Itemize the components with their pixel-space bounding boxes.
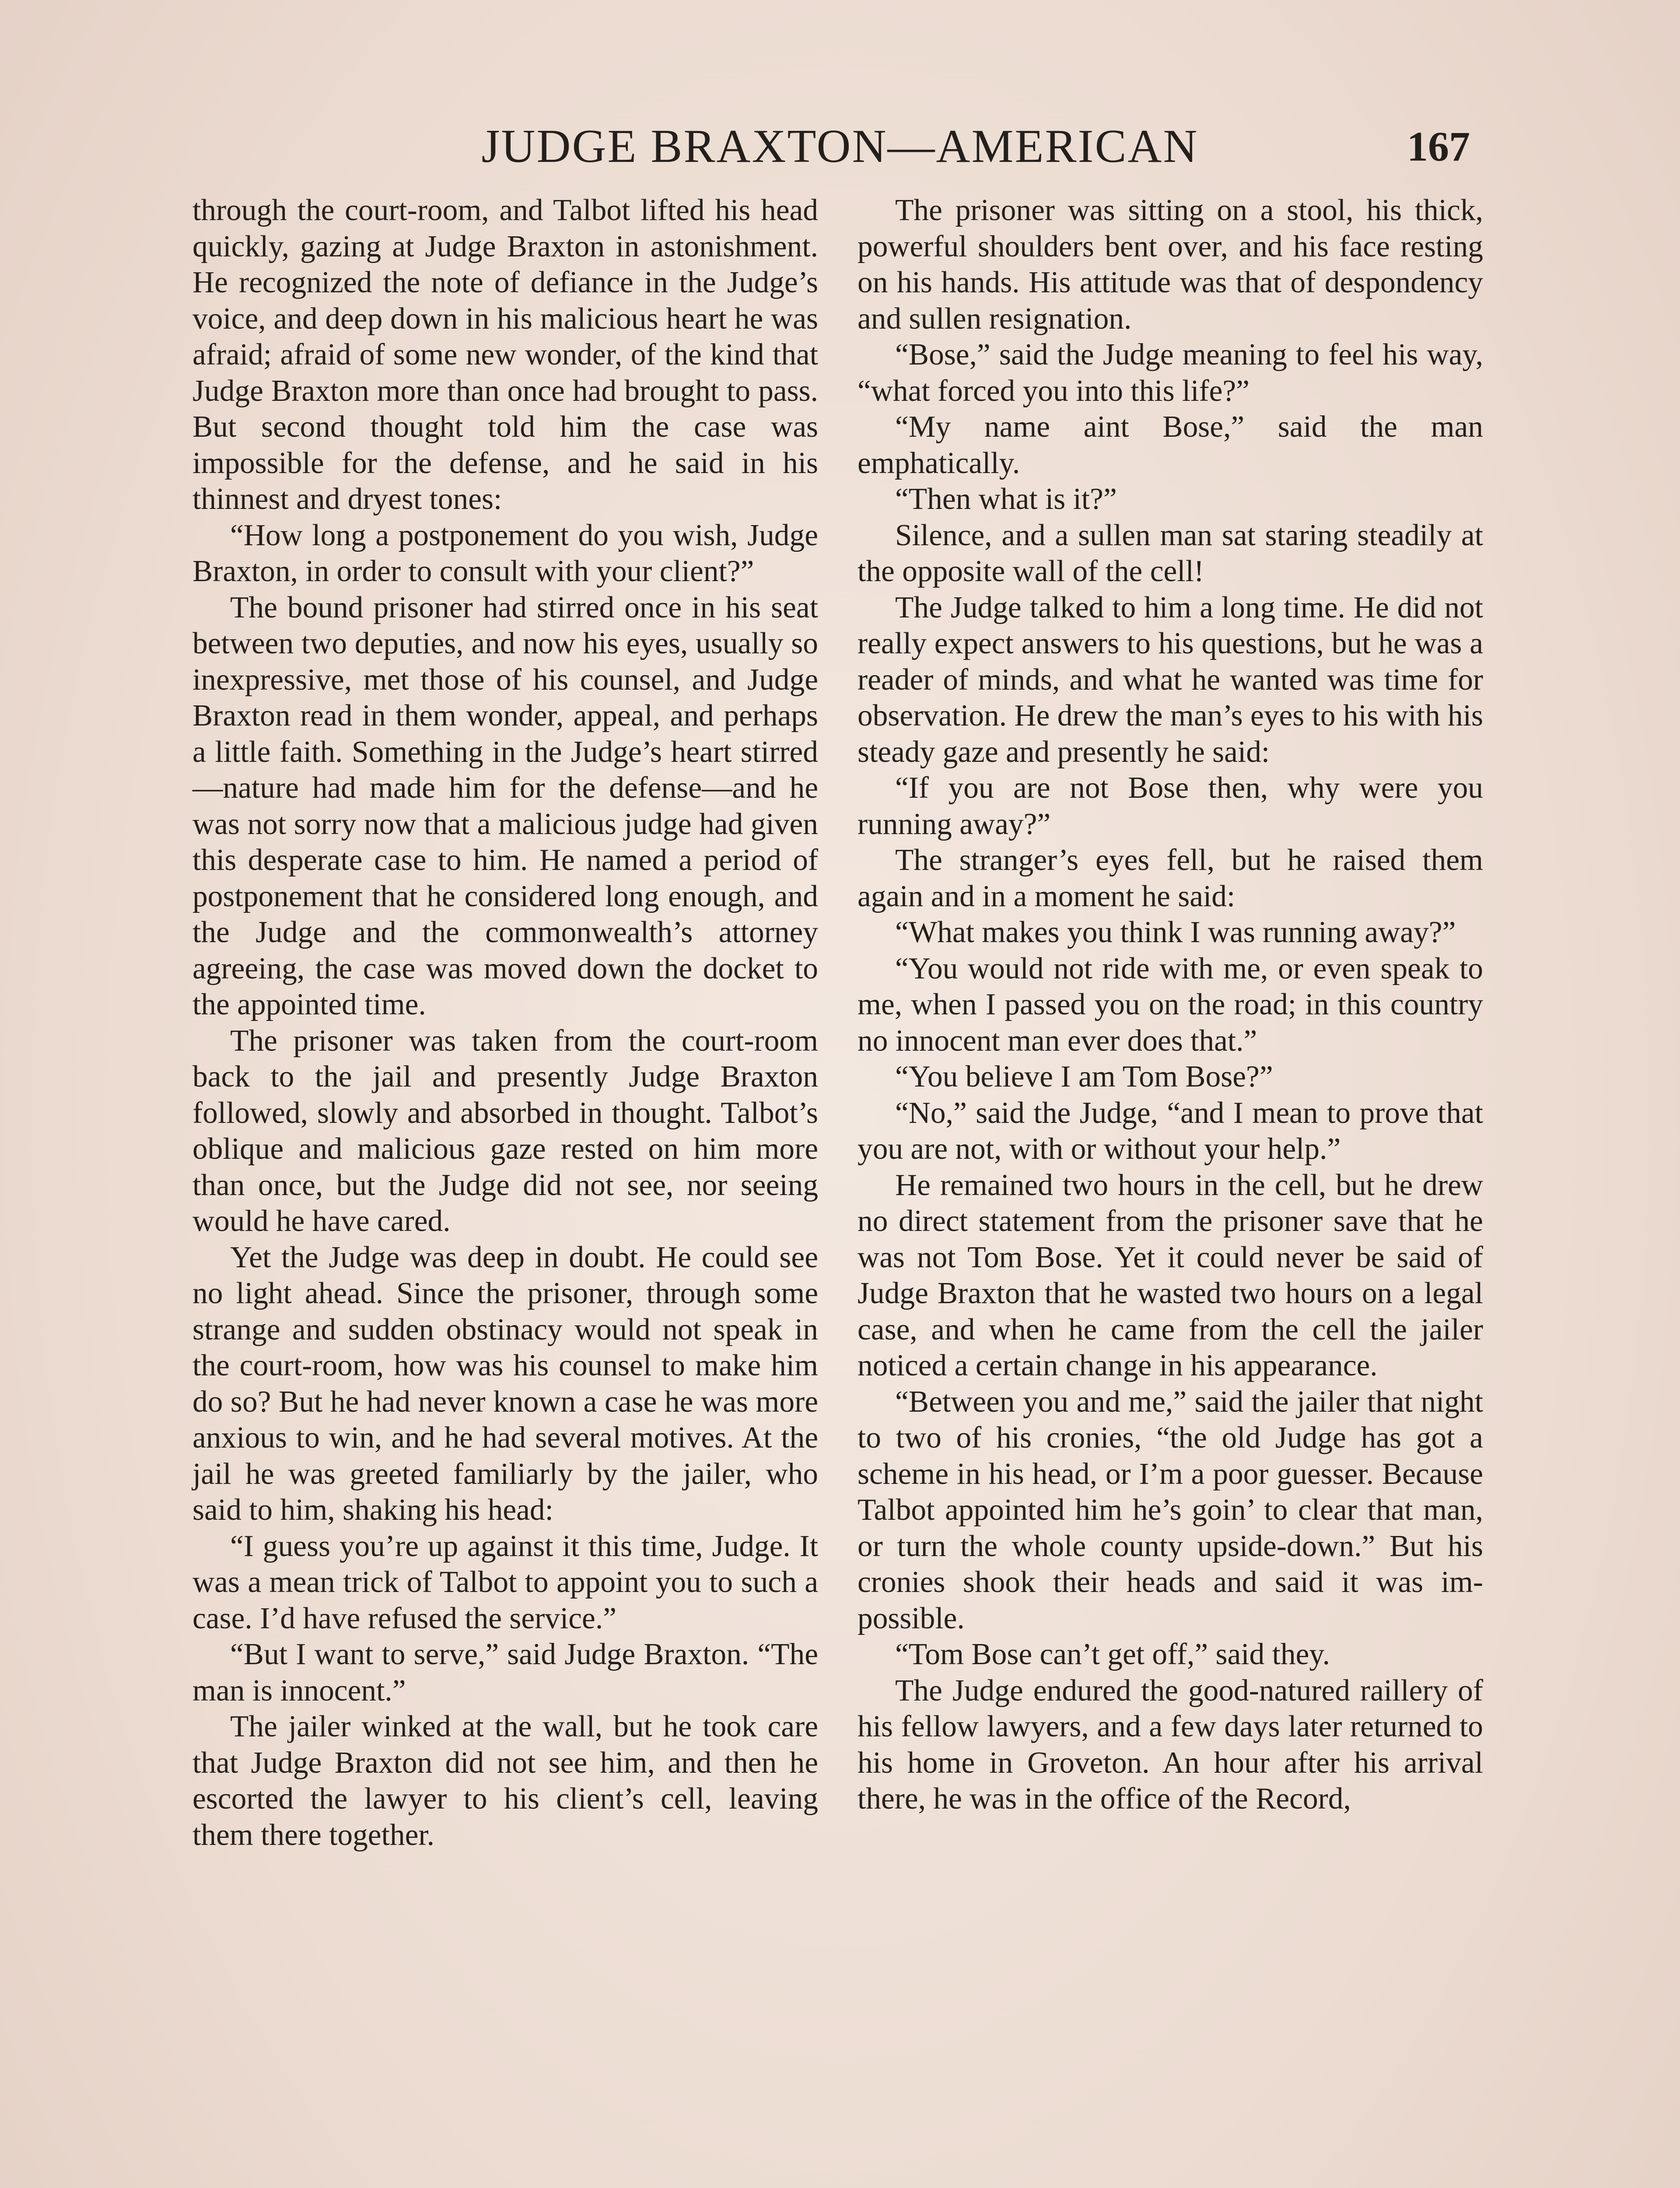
paragraph: The Judge talked to him a long time. He did not really expect answers to his questions, but he was a reader of minds, and what he wanted was time for observation. He drew the man’s eyes to his with his steady gaze and presently he said:	[858, 590, 1483, 769]
paragraph: “Between you and me,” said the jailer that night to two of his cronies, “the old Judge has got a scheme in his head, or I’m a poor guesser. Because Talbot appointed him he’s goin’ to clear that man, or turn the whole county upside-down.” But his cronies shook their heads and said it was impossible.	[858, 1385, 1483, 1635]
paragraph: The prisoner was taken from the court-room back to the jail and presently Judge Braxton followed, slowly and absorbed in thought. Talbot’s oblique and malicious gaze rested on him more than once, but the Judge did not see, nor seeing would he have cared.	[192, 1024, 818, 1238]
paragraph: “Tom Bose can’t get off,” said they.	[895, 1637, 1330, 1671]
paragraph: “I guess you’re up against it this time, Judge. It was a mean trick of Talbot to appoint you to such a case. I’d have refused the service.”	[192, 1529, 818, 1635]
right-column	[858, 193, 1483, 1817]
left-column	[192, 193, 818, 1853]
paragraph: The stranger’s eyes fell, but he raised them again and in a moment he said:	[858, 843, 1483, 913]
paragraph: through the court-room, and Talbot lifted his head quickly, gazing at Judge Braxton in astonishment. He recognized the note of defiance in the Judge’s voice, and deep down in his malicious heart he was afraid; afraid of some new wonder, of the kind that Judge Braxton more than once had brought to pass. But second thought told him the case was impossible for the defense, and he said in his thinnest and dryest tones:	[192, 193, 818, 516]
paragraph: Yet the Judge was deep in doubt. He could see no light ahead. Since the prisoner, through some strange and sudden obstinacy would not speak in the court-room, how was his counsel to make him do so? But he had never known a case he was more anxious to win, and he had several motives. At the jail he was greeted familiarly by the jailer, who said to him, shaking his head:	[192, 1240, 818, 1527]
paragraph: “If you are not Bose then, why were you running away?”	[858, 771, 1483, 841]
paragraph: “You believe I am Tom Bose?”	[895, 1060, 1273, 1094]
paragraph: The prisoner was sitting on a stool, his thick, powerful shoulders bent over, and his face resting on his hands. His attitude was that of despondency and sullen resignation.	[858, 193, 1483, 336]
paragraph: “Bose,” said the Judge meaning to feel his way, “what forced you into this life?”	[858, 338, 1483, 408]
paragraph: The bound prisoner had stirred once in his seat between two deputies, and now his eyes, usually so inexpressive, met those of his counsel, and Judge Braxton read in them wonder, appeal, and perhaps a little faith. Something in the Judge’s heart stirred—nature had made him for the defense—and he was not sorry now that a malicious judge had given this desperate case to him. He named a period of postponement that he considered long enough, and the Judge and the commonwealth’s attorney agreeing, the case was moved down the docket to the appointed time.	[192, 590, 818, 1021]
page-number: 167	[1407, 123, 1470, 170]
paragraph: The Judge endured the good-natured raillery of his fellow lawyers, and a few days later returned to his home in Groveton. An hour after his arrival there, he was in the office of the Record,	[858, 1673, 1483, 1816]
paragraph: “My name aint Bose,” said the man emphatically.	[858, 410, 1483, 480]
paragraph: “No,” said the Judge, “and I mean to prove that you are not, with or without your help.”	[858, 1096, 1483, 1166]
paragraph: Silence, and a sullen man sat staring steadily at the opposite wall of the cell!	[858, 518, 1483, 588]
paragraph: “Then what is it?”	[895, 482, 1117, 516]
paragraph: “But I want to serve,” said Judge Braxton. “The man is innocent.”	[192, 1637, 818, 1708]
running-title: JUDGE BRAXTON—AMERICAN	[481, 120, 1199, 172]
paragraph: “You would not ride with me, or even speak to me, when I passed you on the road; in this country no innocent man ever does that.”	[858, 951, 1483, 1058]
paragraph: “What makes you think I was running away?”	[895, 915, 1456, 949]
page-header	[192, 116, 1488, 177]
paragraph: The jailer winked at the wall, but he took care that Judge Braxton did not see him, and then he escorted the lawyer to his client’s cell, leaving them there together.	[192, 1710, 818, 1852]
paragraph: He remained two hours in the cell, but he drew no direct statement from the prisoner save that he was not Tom Bose. Yet it could never be said of Judge Braxton that he wasted two hours on a legal case, and when he came from the cell the jailer noticed a certain change in his appearance.	[858, 1168, 1483, 1382]
paragraph: “How long a postponement do you wish, Judge Braxton, in order to consult with your client?”	[192, 518, 818, 588]
